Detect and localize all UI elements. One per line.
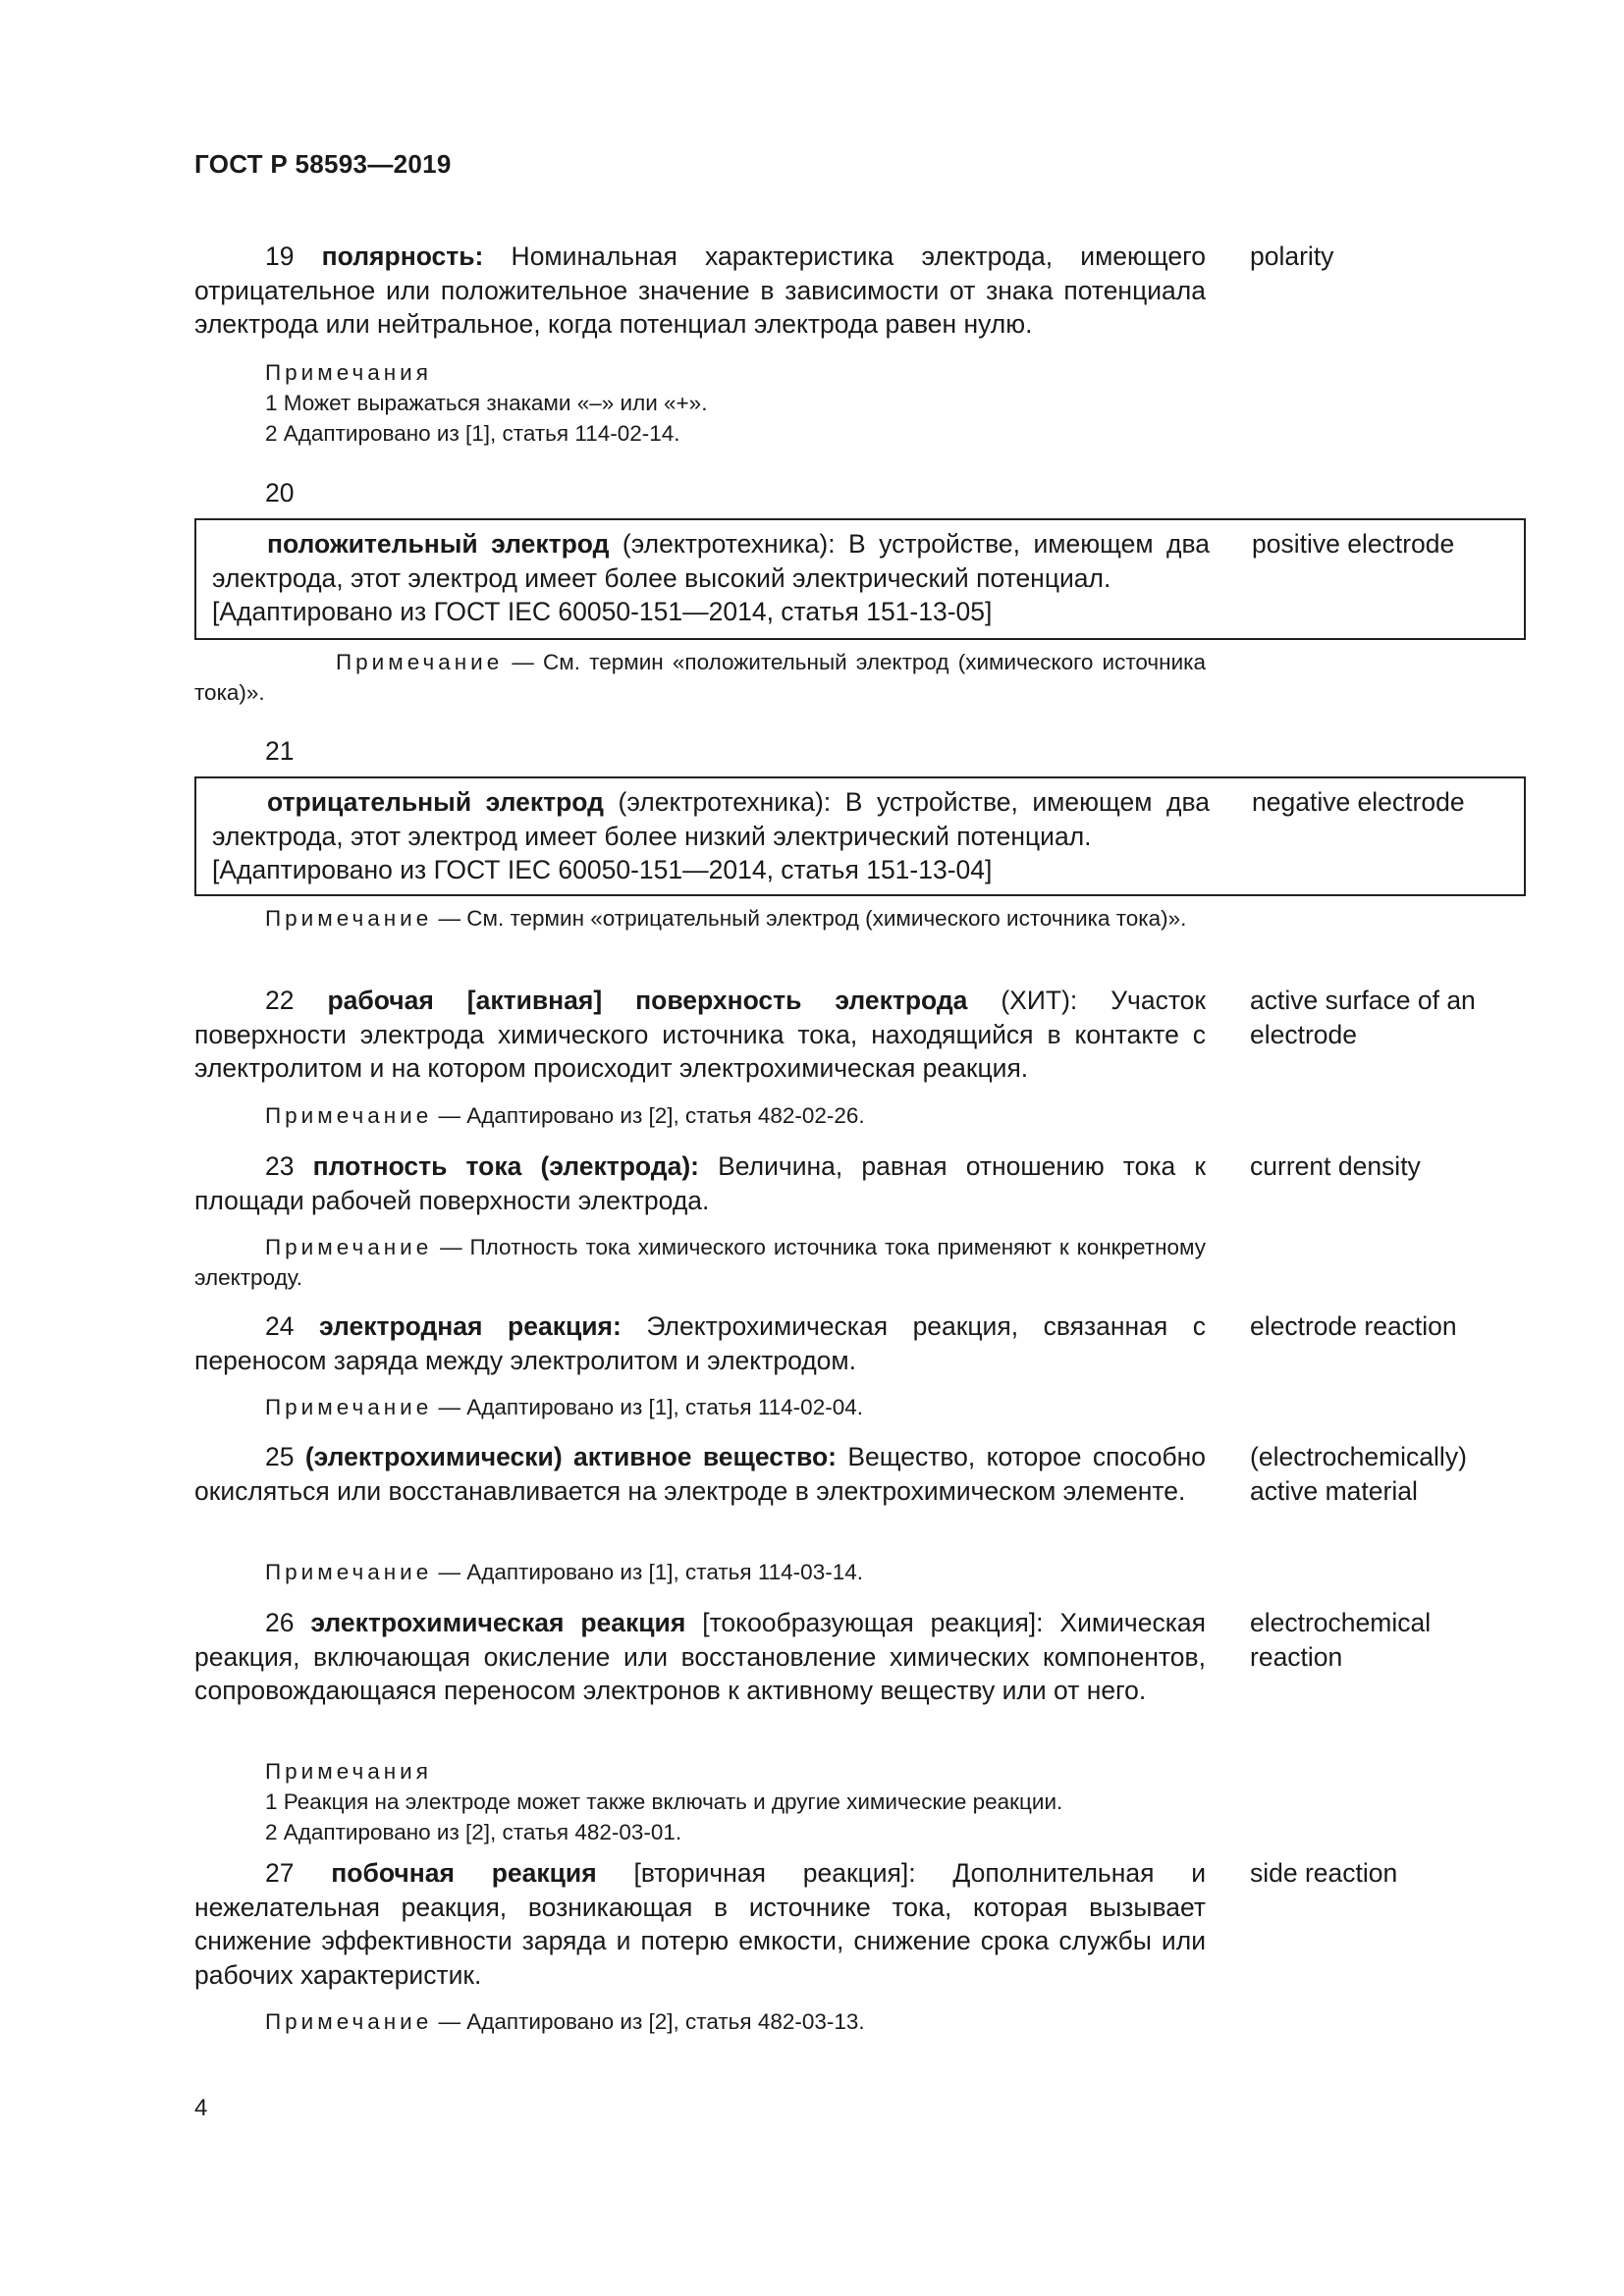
term-20-definition: [212, 527, 1210, 629]
note-text: — Адаптировано из [1], статья 114-02-04.: [432, 1395, 863, 1419]
note-text: — Адаптировано из [2], статья 482-03-13.: [432, 2009, 865, 2034]
term-name: отрицательный электрод: [267, 787, 604, 817]
term-text: Вещество, которое способно окисляться или восстанавливается на электроде в электрохимическом элементе.: [194, 1442, 1206, 1506]
term-name: положительный электрод: [267, 529, 610, 559]
term-name: побочная реакция: [331, 1858, 597, 1888]
term-name: (электрохимически) активное вещество:: [304, 1442, 837, 1471]
term-26-definition: [194, 1606, 1206, 1708]
term-25-note: [194, 1557, 1206, 1587]
term-20-english: positive electrode: [1252, 529, 1455, 559]
note-label: Примечание: [265, 1560, 433, 1584]
term-text: Номинальная характеристика электрода, имеющего отрицательное или положительное значение в зависимости от знака потенциала электрода или нейтральное, когда потенциал электрода равен нулю.: [194, 241, 1206, 339]
term-23-english: current density: [1250, 1151, 1421, 1181]
term-number: 24: [265, 1311, 295, 1341]
term-27-definition: [194, 1856, 1206, 1992]
term-name: электрохимическая реакция: [310, 1608, 686, 1637]
term-name: полярность:: [321, 241, 484, 271]
note-label: Примечания: [265, 360, 432, 385]
term-name: рабочая [активная] поверхность электрода: [327, 986, 968, 1015]
term-19-notes: [194, 357, 1206, 449]
note-text: — Адаптировано из [1], статья 114-03-14.: [432, 1560, 863, 1584]
term-24-definition: [194, 1309, 1206, 1377]
note-item: 2 Адаптировано из [1], статья 114-02-14.: [265, 421, 680, 446]
page-number: 4: [194, 2095, 208, 2121]
term-text: [вторичная реакция]: Дополнительная и нежелательная реакция, возникающая в источнике тока, которая вызывает снижение эффективности заряда и потерю емкости, снижение срока службы или рабочих характеристик.: [194, 1858, 1207, 1990]
term-text: [токообразующая реакция]: Химическая реакция, включающая окисление или восстановление химических компонентов, сопровождающаяся переносом электронов к активному веществу или от него.: [194, 1608, 1206, 1705]
note-label: Примечание: [265, 2009, 433, 2034]
term-24-note: [194, 1392, 1206, 1422]
term-21-number: 21: [265, 736, 295, 766]
term-number: 23: [265, 1151, 295, 1181]
term-source: [Адаптировано из ГОСТ IEC 60050-151—2014, статья 151-13-05]: [212, 597, 993, 626]
term-24-english: electrode reaction: [1250, 1311, 1457, 1341]
term-name: плотность тока (электрода):: [312, 1151, 699, 1181]
note-text: — Плотность тока химического источника тока применяют к конкретному электроду.: [194, 1235, 1206, 1290]
term-number: 22: [265, 986, 295, 1015]
term-27-note: [194, 2006, 1206, 2037]
term-23-note: [194, 1232, 1206, 1293]
document-header: ГОСТ Р 58593—2019: [194, 149, 452, 179]
term-20-box: [194, 518, 1526, 640]
note-label: Примечание: [265, 1103, 433, 1128]
term-21-note: [194, 903, 1206, 934]
term-19-definition: [194, 240, 1206, 342]
term-number: 26: [265, 1608, 295, 1637]
note-text: — Адаптировано из [2], статья 482-02-26.: [432, 1103, 865, 1128]
term-25-english: (electrochemically) active material: [1250, 1442, 1467, 1506]
note-text: — См. термин «отрицательный электрод (химического источника тока)».: [432, 906, 1187, 931]
note-label: Примечание: [336, 650, 504, 674]
term-text: Величина, равная отношению тока к площади рабочей поверхности электрода.: [194, 1151, 1206, 1215]
term-name: электродная реакция:: [319, 1311, 622, 1341]
term-20-number: 20: [265, 478, 295, 507]
note-label: Примечания: [265, 1759, 432, 1784]
term-22-english: active surface of an electrode: [1250, 986, 1476, 1049]
term-number: 19: [265, 241, 295, 271]
term-22-note: [194, 1100, 1206, 1131]
term-21-definition: [212, 785, 1210, 887]
term-number: 27: [265, 1858, 295, 1888]
note-item: 1 Реакция на электроде может также включать и другие химические реакции.: [265, 1789, 1063, 1814]
term-number: 25: [265, 1442, 295, 1471]
term-23-definition: [194, 1149, 1206, 1217]
term-text: (электротехника): В устройстве, имеющем два электрода, этот электрод имеет более высокий электрический потенциал.: [212, 529, 1211, 593]
note-label: Примечание: [265, 1395, 433, 1419]
term-text: Электрохимическая реакция, связанная с переносом заряда между электролитом и электродом.: [194, 1311, 1206, 1375]
term-26-notes: [194, 1756, 1206, 1847]
term-22-definition: [194, 984, 1206, 1086]
note-item: 1 Может выражаться знаками «–» или «+».: [265, 391, 708, 415]
term-source: [Адаптировано из ГОСТ IEC 60050-151—2014, статья 151-13-04]: [212, 855, 993, 884]
note-label: Примечание: [265, 1235, 433, 1259]
term-21-english: negative electrode: [1252, 787, 1465, 817]
term-26-english: electrochemical reaction: [1250, 1608, 1432, 1672]
term-25-definition: [194, 1440, 1206, 1508]
note-text: — См. термин «положительный электрод (химического источника тока)».: [194, 650, 1206, 705]
term-27-english: side reaction: [1250, 1858, 1398, 1888]
term-20-note: [194, 647, 1206, 708]
term-21-box: [194, 776, 1526, 896]
note-label: Примечание: [265, 906, 433, 931]
note-item: 2 Адаптировано из [2], статья 482-03-01.: [265, 1820, 682, 1844]
term-text: (ХИТ): Участок поверхности электрода химического источника тока, находящийся в контакте с электролитом и на котором происходит электрохимическая реакция.: [194, 986, 1207, 1083]
term-19-english: polarity: [1250, 241, 1334, 271]
term-text: (электротехника): В устройстве, имеющем два электрода, этот электрод имеет более низкий электрический потенциал.: [212, 787, 1211, 851]
